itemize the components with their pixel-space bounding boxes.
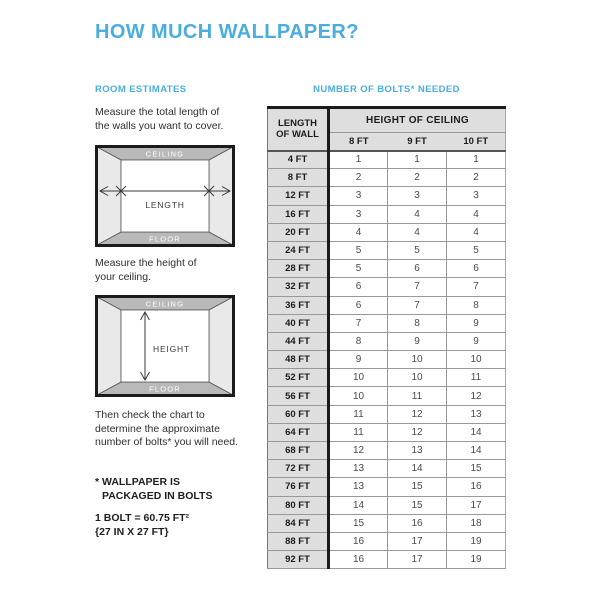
step3-line1: Then check the chart to (95, 409, 205, 421)
bolt-spec-line2: {27 IN X 27 FT} (95, 526, 169, 538)
bolt-count-cell: 4 (388, 205, 447, 223)
bolt-count-cell: 5 (388, 241, 447, 259)
wall-length-cell: 68 FT (268, 442, 329, 460)
bolt-count-cell: 15 (388, 478, 447, 496)
table-row (268, 241, 506, 259)
bolt-count-cell: 3 (447, 187, 506, 205)
table-row (268, 551, 506, 569)
wall-length-cell: 4 FT (268, 151, 329, 169)
length-dimension-label: LENGTH (145, 200, 185, 210)
table-row (268, 332, 506, 350)
bolt-count-cell: 5 (329, 241, 388, 259)
table-row (268, 223, 506, 241)
height-dimension-label: HEIGHT (153, 344, 190, 354)
floor-label: FLOOR (149, 234, 181, 244)
bolt-count-cell: 3 (388, 187, 447, 205)
step2-line2: your ceiling. (95, 270, 152, 283)
wall-length-cell: 80 FT (268, 496, 329, 514)
table-row (268, 187, 506, 205)
bolt-count-cell: 3 (329, 187, 388, 205)
table-row (268, 278, 506, 296)
table-row (268, 387, 506, 405)
bolt-count-cell: 12 (388, 423, 447, 441)
step1-line2: the walls you want to cover. (95, 119, 224, 132)
bolt-count-cell: 17 (447, 496, 506, 514)
bolt-count-cell: 14 (388, 460, 447, 478)
left-wall-surface (97, 297, 121, 395)
bolt-count-cell: 2 (388, 169, 447, 187)
bolt-count-cell: 7 (329, 314, 388, 332)
bolt-count-cell: 12 (447, 387, 506, 405)
bolts-table (267, 106, 506, 569)
step1-instruction (95, 106, 270, 133)
bolt-count-cell: 15 (329, 514, 388, 532)
bolt-count-cell: 4 (447, 205, 506, 223)
bolt-count-cell: 19 (447, 551, 506, 569)
bolt-count-cell: 3 (329, 205, 388, 223)
left-wall-surface (97, 147, 121, 245)
bolt-count-cell: 1 (329, 151, 388, 169)
bolt-count-cell: 1 (447, 151, 506, 169)
bolt-count-cell: 10 (329, 387, 388, 405)
back-wall-surface (121, 160, 209, 232)
bolt-count-cell: 15 (388, 496, 447, 514)
bolt-count-cell: 2 (329, 169, 388, 187)
wall-length-cell: 76 FT (268, 478, 329, 496)
bolt-count-cell: 10 (329, 369, 388, 387)
step2-instruction (95, 257, 270, 284)
bolt-count-cell: 11 (329, 405, 388, 423)
bolt-count-cell: 13 (388, 442, 447, 460)
footnote-line2: PACKAGED IN BOLTS (102, 489, 213, 502)
bolt-count-cell: 15 (447, 460, 506, 478)
bolt-count-cell: 16 (329, 551, 388, 569)
bolt-count-cell: 8 (388, 314, 447, 332)
bolt-count-cell: 10 (388, 369, 447, 387)
step3-instruction (95, 409, 270, 450)
wall-length-cell: 40 FT (268, 314, 329, 332)
length-header-line1: LENGTH (277, 117, 318, 129)
wall-length-cell: 88 FT (268, 532, 329, 550)
table-row (268, 496, 506, 514)
bolt-count-cell: 9 (329, 351, 388, 369)
bolt-count-cell: 2 (447, 169, 506, 187)
length-of-wall-header (268, 108, 329, 151)
wall-length-cell: 60 FT (268, 405, 329, 423)
bolts-table-body (268, 151, 506, 569)
wall-length-cell: 8 FT (268, 169, 329, 187)
table-row (268, 205, 506, 223)
right-wall-surface (209, 297, 233, 395)
wall-length-cell: 44 FT (268, 332, 329, 350)
table-row (268, 296, 506, 314)
wall-length-cell: 32 FT (268, 278, 329, 296)
bolt-count-cell: 7 (388, 278, 447, 296)
length-header-line2: OF WALL (276, 129, 319, 141)
table-row (268, 351, 506, 369)
ceiling-9ft-header: 9 FT (388, 133, 447, 151)
wall-length-cell: 52 FT (268, 369, 329, 387)
bolt-count-cell: 6 (388, 260, 447, 278)
wall-length-cell: 28 FT (268, 260, 329, 278)
bolt-count-cell: 10 (388, 351, 447, 369)
step1-line1: Measure the total length of (95, 106, 220, 118)
bolt-count-cell: 8 (329, 332, 388, 350)
bolt-count-cell: 6 (329, 278, 388, 296)
step3-line3: number of bolts* you will need. (95, 436, 238, 448)
table-row (268, 460, 506, 478)
wall-length-cell: 92 FT (268, 551, 329, 569)
bolt-count-cell: 13 (329, 460, 388, 478)
wall-length-cell: 72 FT (268, 460, 329, 478)
height-of-ceiling-header: HEIGHT OF CEILING (329, 108, 506, 133)
step3-line2: determine the approximate (95, 422, 220, 435)
bolt-count-cell: 11 (447, 369, 506, 387)
bolt-count-cell: 7 (388, 296, 447, 314)
bolt-count-cell: 9 (447, 332, 506, 350)
right-wall-surface (209, 147, 233, 245)
wall-length-cell: 64 FT (268, 423, 329, 441)
wall-length-cell: 84 FT (268, 514, 329, 532)
table-row (268, 514, 506, 532)
ceiling-10ft-header: 10 FT (447, 133, 506, 151)
table-row (268, 369, 506, 387)
page-title: HOW MUCH WALLPAPER? (95, 21, 359, 43)
bolt-count-cell: 13 (447, 405, 506, 423)
ceiling-8ft-header: 8 FT (329, 133, 388, 151)
bolts-needed-heading: NUMBER OF BOLTS* NEEDED (313, 84, 460, 95)
wall-length-cell: 12 FT (268, 187, 329, 205)
bolt-count-cell: 16 (329, 532, 388, 550)
bolt-count-cell: 5 (329, 260, 388, 278)
table-row (268, 423, 506, 441)
ceiling-label: CEILING (145, 299, 185, 309)
bolt-count-cell: 13 (329, 478, 388, 496)
bolt-count-cell: 4 (388, 223, 447, 241)
step2-line1: Measure the height of (95, 257, 197, 269)
bolt-count-cell: 17 (388, 551, 447, 569)
table-row (268, 442, 506, 460)
bolt-count-cell: 1 (388, 151, 447, 169)
bolt-count-cell: 14 (447, 423, 506, 441)
bolt-spec-line1: 1 BOLT = 60.75 FT² (95, 512, 190, 524)
wall-length-cell: 56 FT (268, 387, 329, 405)
bolt-count-cell: 10 (447, 351, 506, 369)
bolts-table-header (268, 108, 506, 151)
bolt-count-cell: 11 (329, 423, 388, 441)
footnote-line1: * WALLPAPER IS (95, 476, 180, 488)
bolt-count-cell: 18 (447, 514, 506, 532)
bolt-count-cell: 9 (447, 314, 506, 332)
bolt-count-cell: 12 (329, 442, 388, 460)
table-row (268, 478, 506, 496)
table-row (268, 405, 506, 423)
floor-label: FLOOR (149, 384, 181, 394)
bolt-count-cell: 16 (447, 478, 506, 496)
bolt-footnote (95, 476, 212, 503)
table-row (268, 151, 506, 169)
bolt-count-cell: 7 (447, 278, 506, 296)
wall-length-cell: 16 FT (268, 205, 329, 223)
wall-length-cell: 24 FT (268, 241, 329, 259)
table-row (268, 260, 506, 278)
room-length-diagram (95, 145, 235, 247)
table-row (268, 169, 506, 187)
bolt-count-cell: 6 (329, 296, 388, 314)
wall-length-cell: 36 FT (268, 296, 329, 314)
room-height-diagram (95, 295, 235, 397)
wall-length-cell: 48 FT (268, 351, 329, 369)
bolt-count-cell: 5 (447, 241, 506, 259)
ceiling-label: CEILING (145, 149, 185, 159)
bolt-count-cell: 4 (329, 223, 388, 241)
wall-length-cell: 20 FT (268, 223, 329, 241)
room-estimates-heading: ROOM ESTIMATES (95, 84, 187, 95)
bolt-count-cell: 14 (447, 442, 506, 460)
bolt-spec (95, 511, 189, 539)
bolt-count-cell: 4 (447, 223, 506, 241)
bolt-count-cell: 17 (388, 532, 447, 550)
bolt-count-cell: 14 (329, 496, 388, 514)
bolt-count-cell: 12 (388, 405, 447, 423)
bolt-count-cell: 11 (388, 387, 447, 405)
bolt-count-cell: 6 (447, 260, 506, 278)
bolt-count-cell: 9 (388, 332, 447, 350)
bolt-count-cell: 16 (388, 514, 447, 532)
bolt-count-cell: 19 (447, 532, 506, 550)
table-row (268, 314, 506, 332)
table-row (268, 532, 506, 550)
bolt-count-cell: 8 (447, 296, 506, 314)
